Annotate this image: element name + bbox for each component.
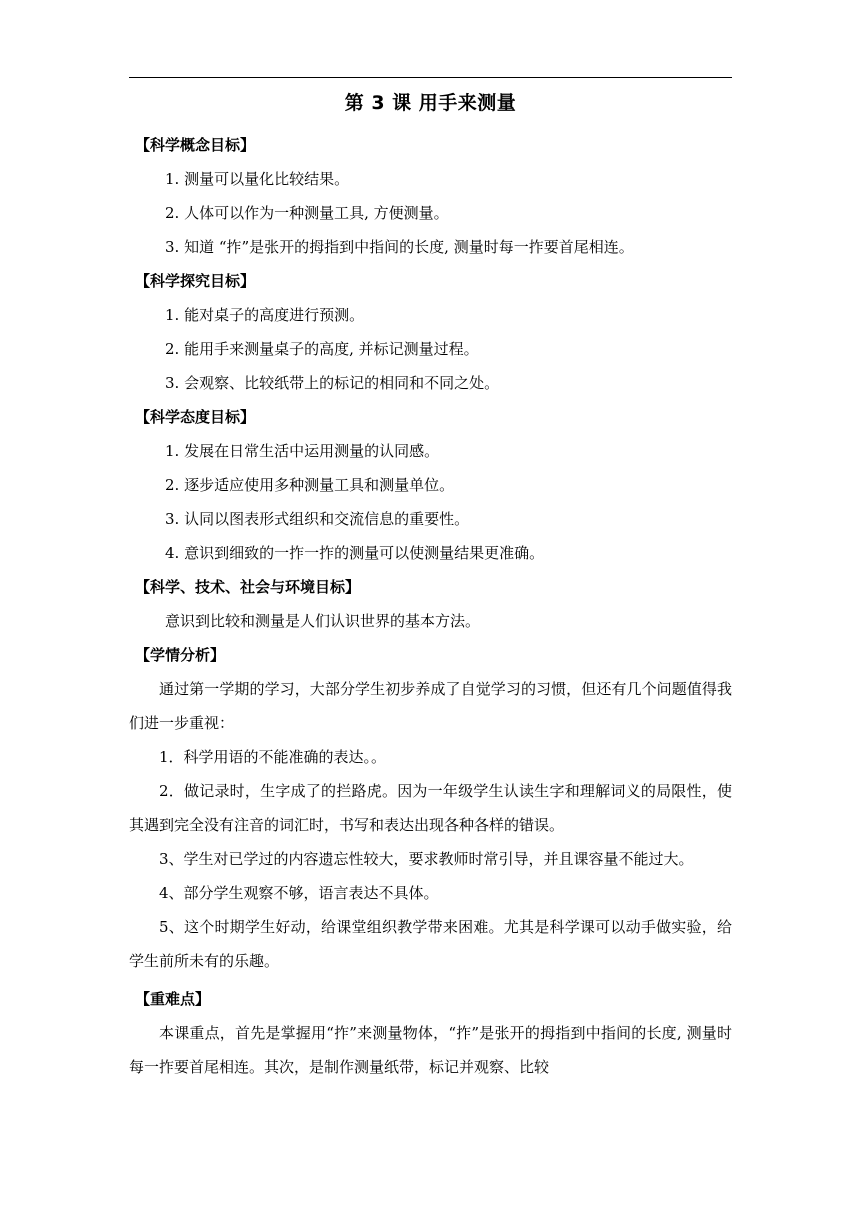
document-body (129, 128, 732, 1084)
attitude-item: 3. 认同以图表形式组织和交流信息的重要性。 (165, 510, 470, 528)
analysis-paragraph: 5、这个时期学生好动，给课堂组织教学带来困难。尤其是科学课可以动手做实验，给学生前所未有的乐趣。 (129, 918, 732, 970)
attitude-item: 4. 意识到细致的一拃一拃的测量可以使测量结果更准确。 (165, 544, 545, 562)
inquiry-item: 3. 会观察、比较纸带上的标记的相同和不同之处。 (165, 374, 500, 392)
keypoints-paragraph: 本课重点，首先是掌握用“拃”来测量物体，“拃”是张开的拇指到中指间的长度, 测量时每一拃要首尾相连。其次，是制作测量纸带，标记并观察、比较 (129, 1024, 732, 1076)
section-heading-inquiry: 【科学探究目标】 (135, 272, 256, 290)
analysis-paragraph: 通过第一学期的学习，大部分学生初步养成了自觉学习的习惯，但还有几个问题值得我们进一步重视： (129, 680, 732, 732)
concept-item: 3. 知道 “拃”是张开的拇指到中指间的长度, 测量时每一拃要首尾相连。 (165, 238, 634, 256)
header-rule (129, 77, 732, 78)
section-heading-concept: 【科学概念目标】 (135, 136, 256, 154)
section-heading-keypoints: 【重难点】 (135, 990, 211, 1008)
inquiry-item: 1. 能对桌子的高度进行预测。 (165, 306, 365, 324)
attitude-item: 1. 发展在日常生活中运用测量的认同感。 (165, 442, 440, 460)
inquiry-item: 2. 能用手来测量桌子的高度, 并标记测量过程。 (165, 340, 479, 358)
concept-item: 2. 人体可以作为一种测量工具, 方便测量。 (165, 204, 449, 222)
analysis-paragraph: 3、学生对已学过的内容遗忘性较大，要求教师时常引导，并且课容量不能过大。 (159, 850, 694, 868)
analysis-paragraph: 1．科学用语的不能准确的表达。。 (159, 748, 387, 766)
section-heading-attitude: 【科学态度目标】 (135, 408, 256, 426)
analysis-paragraph: 2．做记录时，生字成了的拦路虎。因为一年级学生认读生字和理解词义的局限性，使其遇到完全没有注音的词汇时，书写和表达出现各种各样的错误。 (129, 782, 732, 834)
section-heading-analysis: 【学情分析】 (135, 646, 226, 664)
attitude-item: 2. 逐步适应使用多种测量工具和测量单位。 (165, 476, 455, 494)
concept-item: 1. 测量可以量化比较结果。 (165, 170, 350, 188)
stse-item: 意识到比较和测量是人们认识世界的基本方法。 (165, 612, 481, 630)
analysis-paragraph: 4、部分学生观察不够，语言表达不具体。 (159, 884, 439, 902)
section-heading-stse: 【科学、技术、社会与环境目标】 (135, 578, 361, 596)
page-title: 第 3 课 用手来测量 (344, 92, 517, 114)
